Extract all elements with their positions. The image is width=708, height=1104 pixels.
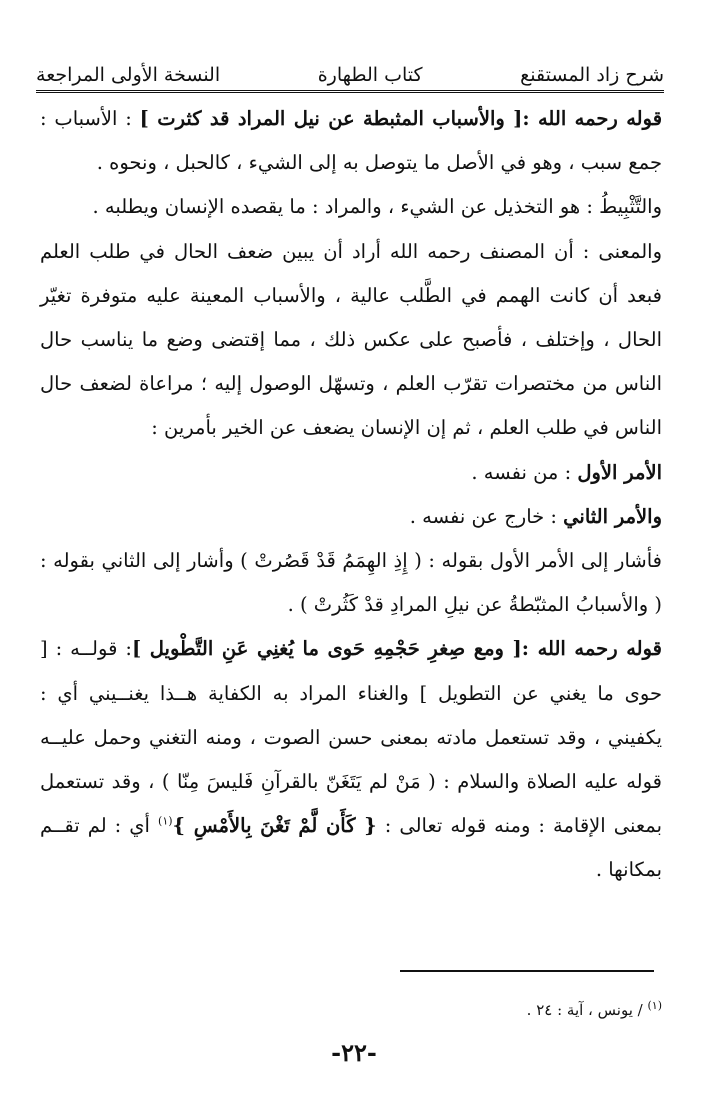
paragraph-text: : قولــه : [ حوى ما يغني عن التطويل ] والغناء المراد به الكفاية هــذا يغنــيني أي : يكفيني ، وقد تستعمل مادته بمعنى حسن الصوت ، ومنه التغني وحمل عليــه قوله عليه الصلاة والسلام : ( مَنْ لم يَتَغَنّ بالقرآنِ فَليسَ مِنّا ) ، وقد تستعمل بمعنى الإقامة : ومنه قوله تعالى : — [40, 637, 662, 838]
header-rule — [36, 90, 664, 93]
main-text — [40, 97, 662, 893]
paragraph-text: : الأسباب : جمع سبب ، وهو في الأصل ما يتوصل به إلى الشيء ، كالحبل ، ونحوه . — [40, 107, 662, 175]
running-header — [36, 52, 664, 88]
footnote-rule — [400, 970, 654, 972]
subheading-first-matter: الأمر الأول — [577, 460, 662, 484]
paragraph-second-matter — [40, 495, 662, 539]
paragraph-causes — [40, 97, 662, 185]
paragraph-text: : خارج عن نفسه . — [409, 504, 564, 528]
header-chapter-title: كتاب الطهارة — [317, 64, 423, 86]
paragraph-size — [40, 627, 662, 892]
footnote-marker: (١) — [647, 999, 662, 1012]
footnote-reference: (١) — [158, 814, 173, 828]
paragraph-meaning: والمعنى : أن المصنف رحمه الله أراد أن يبين ضعف الحال في طلب العلم فبعد أن كانت الهمم في الطَّلب عالية ، والأسباب المعينة عليه متوفرة تغيّر الحال ، وإختلف ، فأصبح على عكس ذلك ، مما إقتضى وضع ما يناسب حال الناس من مختصرات تقرّب العلم ، وتسهّل الوصول إليه ؛ مراعاة لضعف حال الناس في طلب العلم ، ثم إن الإنسان يضعف عن الخير بأمرين : — [40, 239, 662, 440]
header-book-title: شرح زاد المستقنع — [520, 64, 664, 86]
paragraph-text: : من نفسه . — [471, 460, 578, 484]
paragraph-first-matter — [40, 451, 662, 495]
paragraph-text: أي : لم تقــم بمكانها . — [40, 814, 662, 882]
quoted-matn: قوله رحمه الله :[ ومع صِغرِ حَجْمِهِ حَوى ما يُغنِي عَنِ التَّطْويل ] — [131, 637, 663, 661]
footnote — [527, 1000, 662, 1020]
paragraph-indication: فأشار إلى الأمر الأول بقوله : ( إِذِ الهِمَمُ قَدْ قَصُرتْ ) وأشار إلى الثاني بقوله : ( والأسبابُ المثبّطةُ عن نيلِ المرادِ قدْ كَثُرتْ ) . — [40, 549, 662, 617]
footnote-text: / يونس ، آية : ٢٤ . — [526, 1001, 648, 1019]
page-number: -٢٢- — [331, 1038, 377, 1067]
quran-verse: { كَأَن لَّمْ تَغْنَ بِالأَمْسِ } — [172, 814, 377, 838]
paragraph-tathbit: والتَّثْبِيطُ : هو التخذيل عن الشيء ، والمراد : ما يقصده الإنسان ويطلبه . — [92, 195, 662, 219]
quoted-matn: قوله رحمه الله :[ والأسباب المثبطة عن نيل المراد قد كثرت ] — [139, 107, 663, 130]
subheading-second-matter: والأمر الثاني — [563, 504, 662, 528]
header-edition-note: النسخة الأولى المراجعة — [36, 64, 221, 86]
